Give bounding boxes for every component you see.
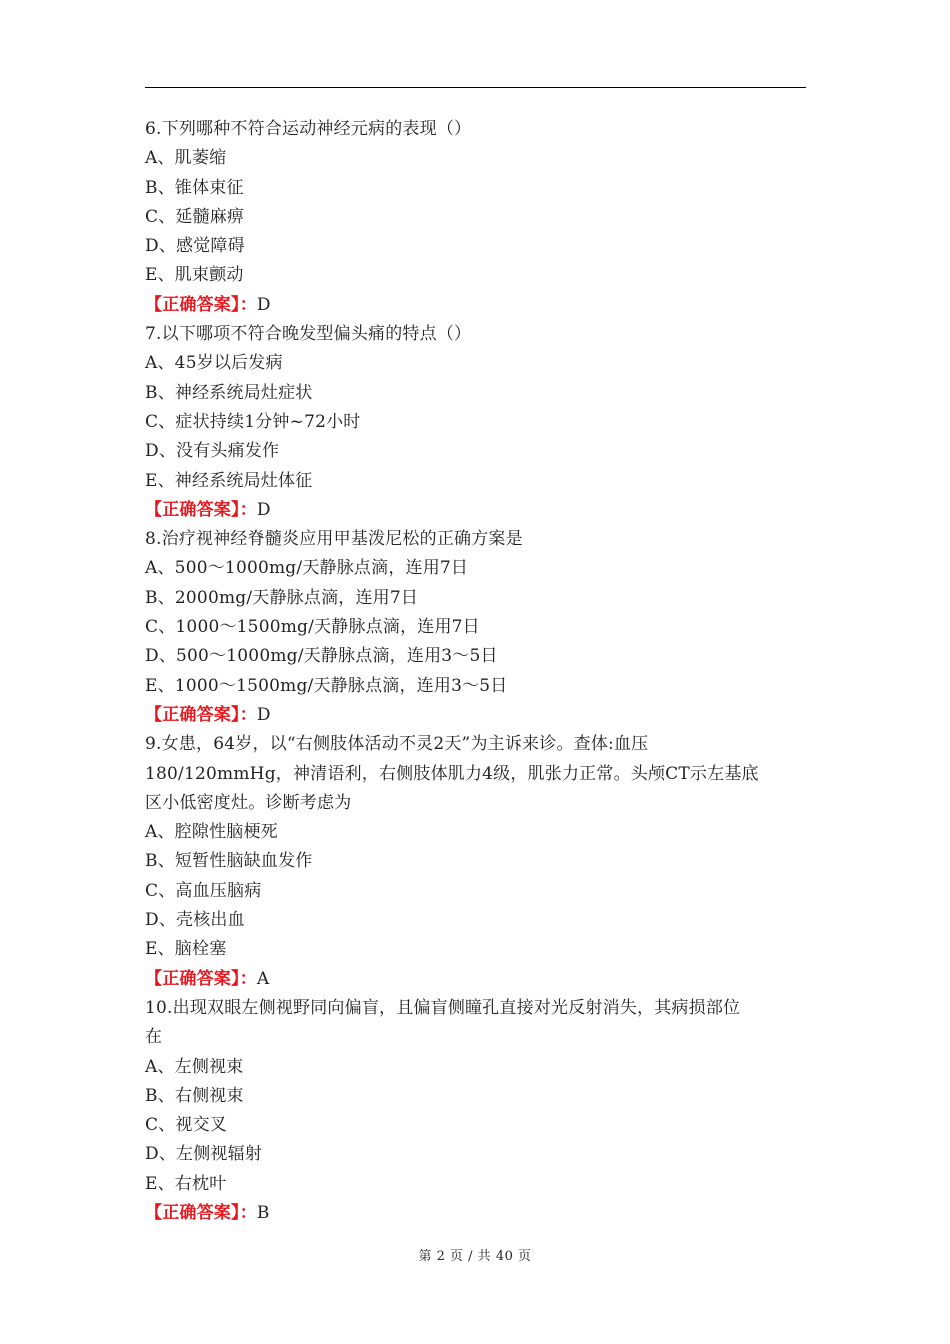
option-d: D、壳核出血 xyxy=(145,910,245,931)
option-e: E、1000～1500mg/天静脉点滴，连用3～5日 xyxy=(145,675,508,696)
option-b: B、右侧视束 xyxy=(145,1085,244,1106)
option-b: B、短暂性脑缺血发作 xyxy=(145,851,313,872)
option-b: B、2000mg/天静脉点滴，连用7日 xyxy=(145,587,419,608)
question-10 xyxy=(145,994,807,1228)
answer-row xyxy=(145,701,807,730)
answer-value: D xyxy=(256,704,271,725)
answer-row xyxy=(145,1199,807,1228)
question-stem: 8.治疗视神经脊髓炎应用甲基泼尼松的正确方案是 xyxy=(145,529,523,550)
answer-row xyxy=(145,496,807,525)
question-8 xyxy=(145,525,807,730)
question-list xyxy=(145,115,807,1228)
question-7 xyxy=(145,320,807,525)
question-stem: 7.以下哪项不符合晚发型偏头痛的特点（） xyxy=(145,324,472,345)
option-e: E、神经系统局灶体征 xyxy=(145,470,313,491)
answer-value: A xyxy=(256,968,270,989)
option-e: E、脑栓塞 xyxy=(145,939,227,960)
answer-value: D xyxy=(256,499,271,520)
question-stem-line-1: 9.女患，64岁，以“右侧肢体活动不灵2天”为主诉来诊。查体:血压 xyxy=(145,734,649,755)
option-c: C、症状持续1分钟~72小时 xyxy=(145,411,361,432)
question-stem-line-2: 在 xyxy=(145,1027,163,1048)
question-stem: 6.下列哪种不符合运动神经元病的表现（） xyxy=(145,119,472,139)
answer-label: 【正确答案】： xyxy=(145,294,257,315)
question-stem-line-2: 180/120mmHg，神清语利，右侧肢体肌力4级，肌张力正常。头颅CT示左基底 xyxy=(145,763,759,784)
question-stem-line-1: 10.出现双眼左侧视野同向偏盲，且偏盲侧瞳孔直接对光反射消失，其病损部位 xyxy=(145,997,741,1018)
option-d: D、左侧视辐射 xyxy=(145,1144,263,1165)
option-c: C、1000～1500mg/天静脉点滴，连用7日 xyxy=(145,617,480,638)
option-e: E、肌束颤动 xyxy=(145,265,244,286)
answer-value: D xyxy=(256,294,271,315)
answer-value: B xyxy=(256,1202,270,1223)
answer-row xyxy=(145,965,807,994)
answer-row xyxy=(145,291,807,320)
option-b: B、锥体束征 xyxy=(145,177,244,198)
option-b: B、神经系统局灶症状 xyxy=(145,382,313,403)
option-a: A、45岁以后发病 xyxy=(145,353,283,374)
option-a: A、肌萎缩 xyxy=(145,148,227,169)
question-stem-line-3: 区小低密度灶。诊断考虑为 xyxy=(145,792,352,813)
option-d: D、500～1000mg/天静脉点滴，连用3～5日 xyxy=(145,646,498,667)
option-c: C、延髓麻痹 xyxy=(145,206,245,227)
option-c: C、视交叉 xyxy=(145,1115,228,1136)
option-a: A、500～1000mg/天静脉点滴，连用7日 xyxy=(145,558,469,579)
header-rule xyxy=(145,87,806,88)
page-number: 第 2 页 / 共 40 页 xyxy=(418,1249,532,1264)
option-e: E、右枕叶 xyxy=(145,1173,227,1194)
answer-label: 【正确答案】： xyxy=(145,1202,257,1223)
option-a: A、腔隙性脑梗死 xyxy=(145,822,278,843)
answer-label: 【正确答案】： xyxy=(145,704,257,725)
option-a: A、左侧视束 xyxy=(145,1056,244,1077)
option-d: D、没有头痛发作 xyxy=(145,441,280,462)
answer-label: 【正确答案】： xyxy=(145,968,257,989)
question-9 xyxy=(145,730,807,994)
answer-label: 【正确答案】： xyxy=(145,499,257,520)
question-6 xyxy=(145,115,807,320)
option-c: C、高血压脑病 xyxy=(145,880,262,901)
option-d: D、感觉障碍 xyxy=(145,236,245,257)
